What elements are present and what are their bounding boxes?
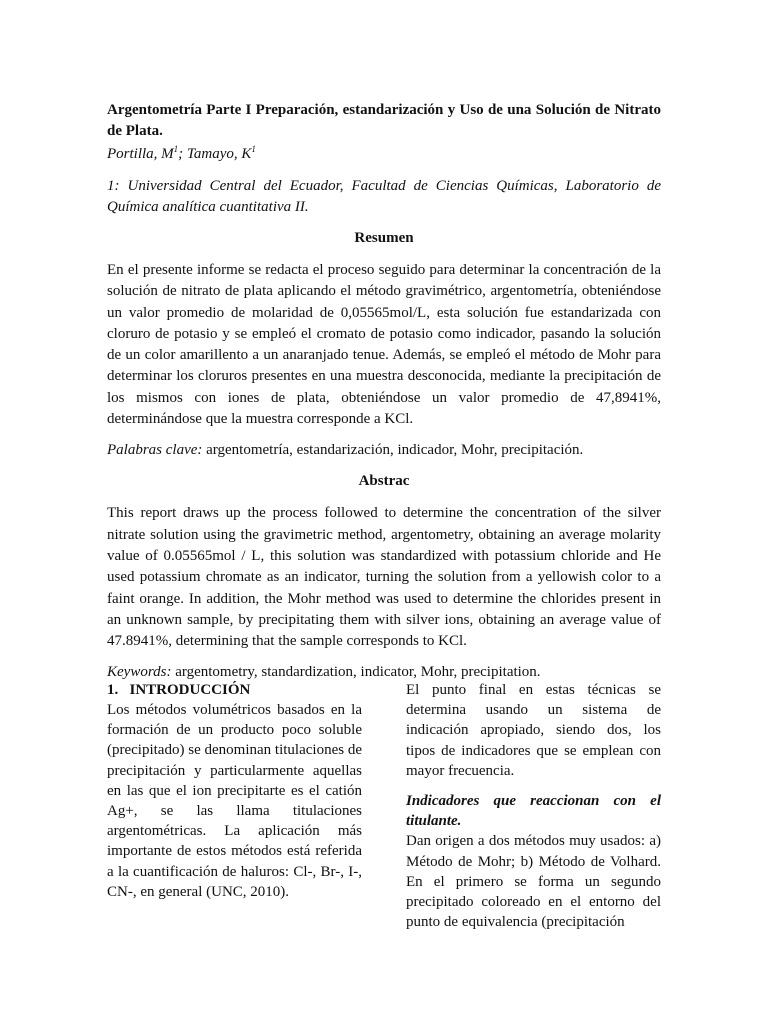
authors-separator: ;	[178, 146, 187, 162]
author-2-affil-mark: 1	[251, 144, 256, 154]
resumen-heading: Resumen	[354, 230, 414, 246]
indicadores-subheading: Indicadores que reaccionan con el titulante.	[406, 793, 661, 830]
left-column	[107, 680, 362, 902]
introduccion-body: Los métodos volumétricos basados en la formación de un producto poco soluble (precipitado) se denominan titulaciones de precipitación y particularmente aquellas en las que el ion precipitarte es el catión Ag+, se las llama titulaciones argentométricas. La aplicación más importante de estos métodos está referida a la cuantificación de haluros: Cl-, Br-, I-, CN-, en general (UNC, 2010).	[107, 702, 362, 900]
paper-title: Argentometría Parte I Preparación, estandarización y Uso de una Solución de Nitrato de Plata.	[107, 102, 661, 139]
introduccion-heading: 1. INTRODUCCIÓN	[107, 682, 251, 698]
abstract-body: This report draws up the process followed to determine the concentration of the silver nitrate solution using the gravimetric method, argentometry, obtaining an average molarity value of 0.05565mol / L, this solution was standardized with potassium chloride and He used potassium chromate as an indicator, turning the solution from a yellowish color to a faint orange. In addition, the Mohr method was used to determine the chlorides present in an unknown sample, by precipitating them with silver ions, obtaining an average value of 47.8941%, determining that the sample corresponds to KCl.	[107, 505, 661, 650]
right-para-1: El punto final en estas técnicas se determina usando un sistema de indicación apropiado, siendo dos, los tipos de indicadores que se emplean con mayor frecuencia.	[406, 682, 661, 779]
affiliation: 1: Universidad Central del Ecuador, Facultad de Ciencias Químicas, Laboratorio de Química analítica cuantitativa II.	[107, 178, 661, 215]
author-1-name: Portilla, M	[107, 146, 174, 162]
authors-line	[107, 144, 661, 165]
palabras-clave-label: Palabras clave:	[107, 442, 203, 459]
palabras-clave-list: argentometría, estandarización, indicador, Mohr, precipitación.	[202, 442, 584, 459]
right-column	[406, 680, 661, 932]
paper-header	[107, 100, 661, 683]
keywords-list: argentometry, standardization, indicator, Mohr, precipitation.	[171, 664, 541, 681]
abstract-heading: Abstrac	[358, 473, 410, 490]
palabras-clave	[107, 440, 661, 461]
author-2-name: Tamayo, K	[186, 146, 252, 162]
right-para-2: Dan origen a dos métodos muy usados: a) Método de Mohr; b) Método de Volhard. En el primero se forma un segundo precipitado coloreado en el entorno del punto de equivalencia (precipitación	[406, 833, 661, 931]
author-1-affil-mark: 1	[173, 144, 179, 154]
resumen-body: En el presente informe se redacta el proceso seguido para determinar la concentración de la solución de nitrato de plata aplicando el método gravimétrico, argentometría, obteniéndose un valor promedio de molaridad de 0,05565mol/L, esta solución fue estandarizada con cloruro de potasio y se empleó el cromato de potasio como indicador, pasando la solución de un color amarillento a un anaranjado tenue. Además, se empleó el método de Mohr para determinar los cloruros presentes en una muestra desconocida, mediante la precipitación de los mismos con iones de plata, obteniéndose un valor promedio de 47,8941%, determinándose que la muestra corresponde a KCl.	[107, 262, 661, 428]
keywords-label: Keywords:	[107, 664, 172, 681]
